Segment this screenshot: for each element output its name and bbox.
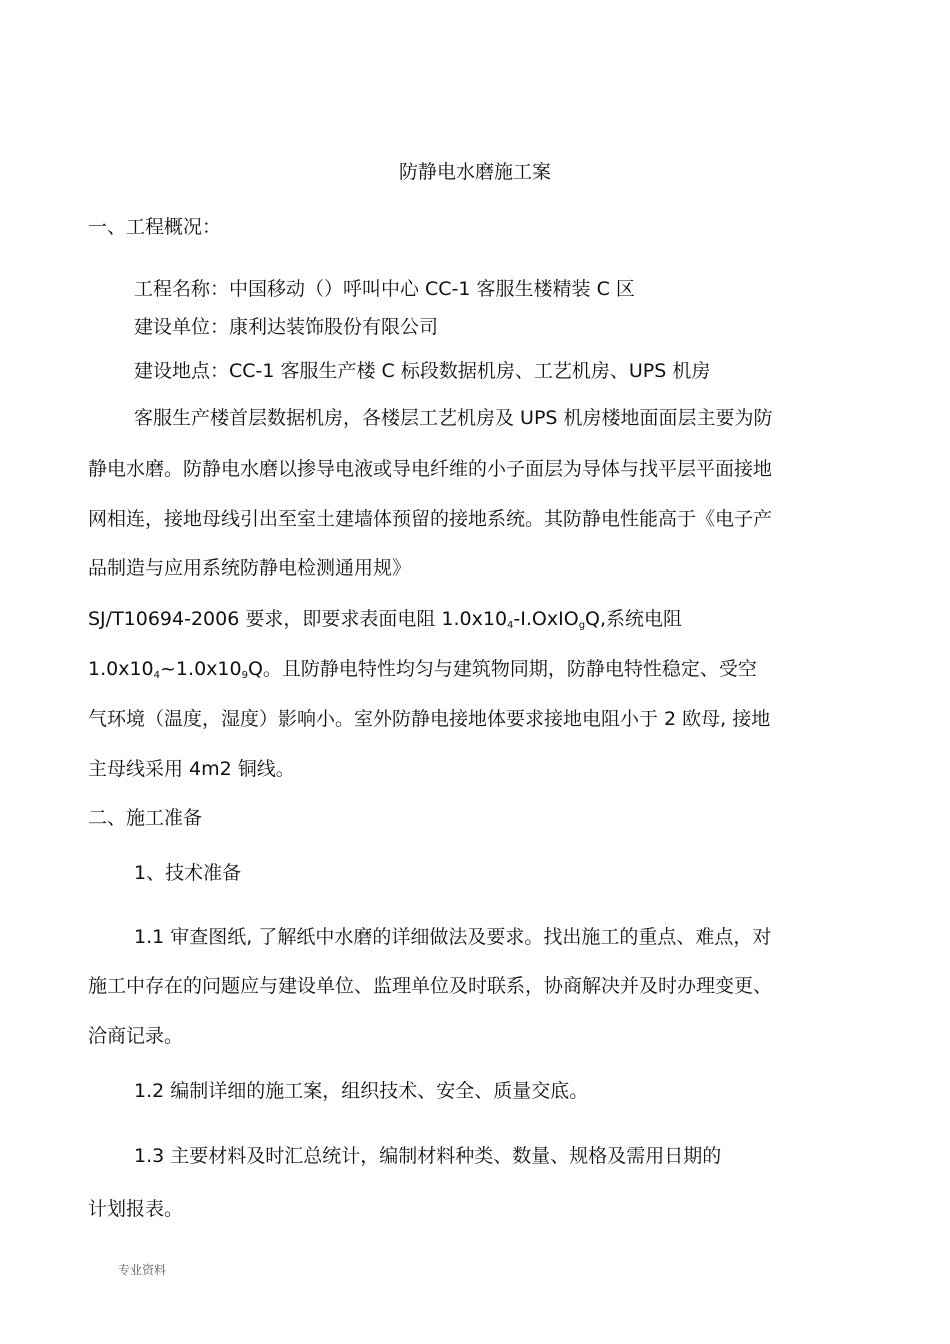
construction-location: 建设地点：CC-1 客服生产楼 C 标段数据机房、工艺机房、UPS 机房 [134,360,711,382]
paragraph-line: 客服生产楼首层数据机房，各楼层工艺机房及 UPS 机房楼地面面层主要为防 [134,407,773,429]
text-run: 1.0x10 [88,658,154,680]
item-1-3-line: 1.3 主要材料及时汇总统计，编制材料种类、数量、规格及需用日期的 [134,1145,722,1167]
paragraph-line-resistance [88,656,757,689]
item-1-1-line: 洽商记录。 [88,1025,184,1047]
subscript: 4 [507,620,514,631]
subscript: 4 [153,670,161,681]
text-run: Q。且防静电特性均匀与建筑物同期，防静电特性稳定、受空 [247,658,757,680]
paragraph-line: 气环境（温度，湿度）影响小。室外防静电接地体要求接地电阻小于 2 欧母, 接地 [88,708,771,730]
page-footer: 专业资料 [118,1263,167,1277]
item-1-2: 1.2 编制详细的施工案，组织技术、安全、质量交底。 [134,1080,589,1102]
section-heading-preparation: 二、施工准备 [88,807,203,829]
subscript: g [578,620,586,631]
paragraph-line-standard [88,606,682,639]
item-1-3-line: 计划报表。 [88,1198,184,1220]
page-title: 防静电水磨施工案 [398,161,551,183]
project-name: 工程名称：中国移动（）呼叫中心 CC-1 客服生楼精装 C 区 [134,278,635,300]
construction-unit: 建设单位：康利达装饰股份有限公司 [134,316,439,338]
text-run: ~1.0x10 [160,658,242,680]
paragraph-line: 网相连，接地母线引出至室土建墙体预留的接地系统。其防静电性能高于《电子产 [88,508,773,530]
subscript: 9 [241,670,248,681]
text-run: SJ/T10694-2006 要求，即要求表面电阻 1.0x10 [88,608,508,630]
item-1-1-line: 施工中存在的问题应与建设单位、监理单位及时联系，协商解决并及时办理变更、 [88,975,773,997]
text-run: -I.OxIO [513,608,579,630]
sub-heading-technical: 1、技术准备 [134,862,242,884]
paragraph-line: 品制造与应用系统防静电检测通用规》 [88,557,412,579]
text-run: Q,系统电阻 [585,608,683,630]
section-heading-overview: 一、工程概况： [88,216,222,238]
item-1-1-line: 1.1 审查图纸, 了解纸中水磨的详细做法及要求。找出施工的重点、难点，对 [134,926,772,948]
paragraph-line: 主母线采用 4m2 铜线。 [88,758,295,780]
paragraph-line: 静电水磨。防静电水磨以掺导电液或导电纤维的小子面层为导体与找平层平面接地 [88,458,773,480]
